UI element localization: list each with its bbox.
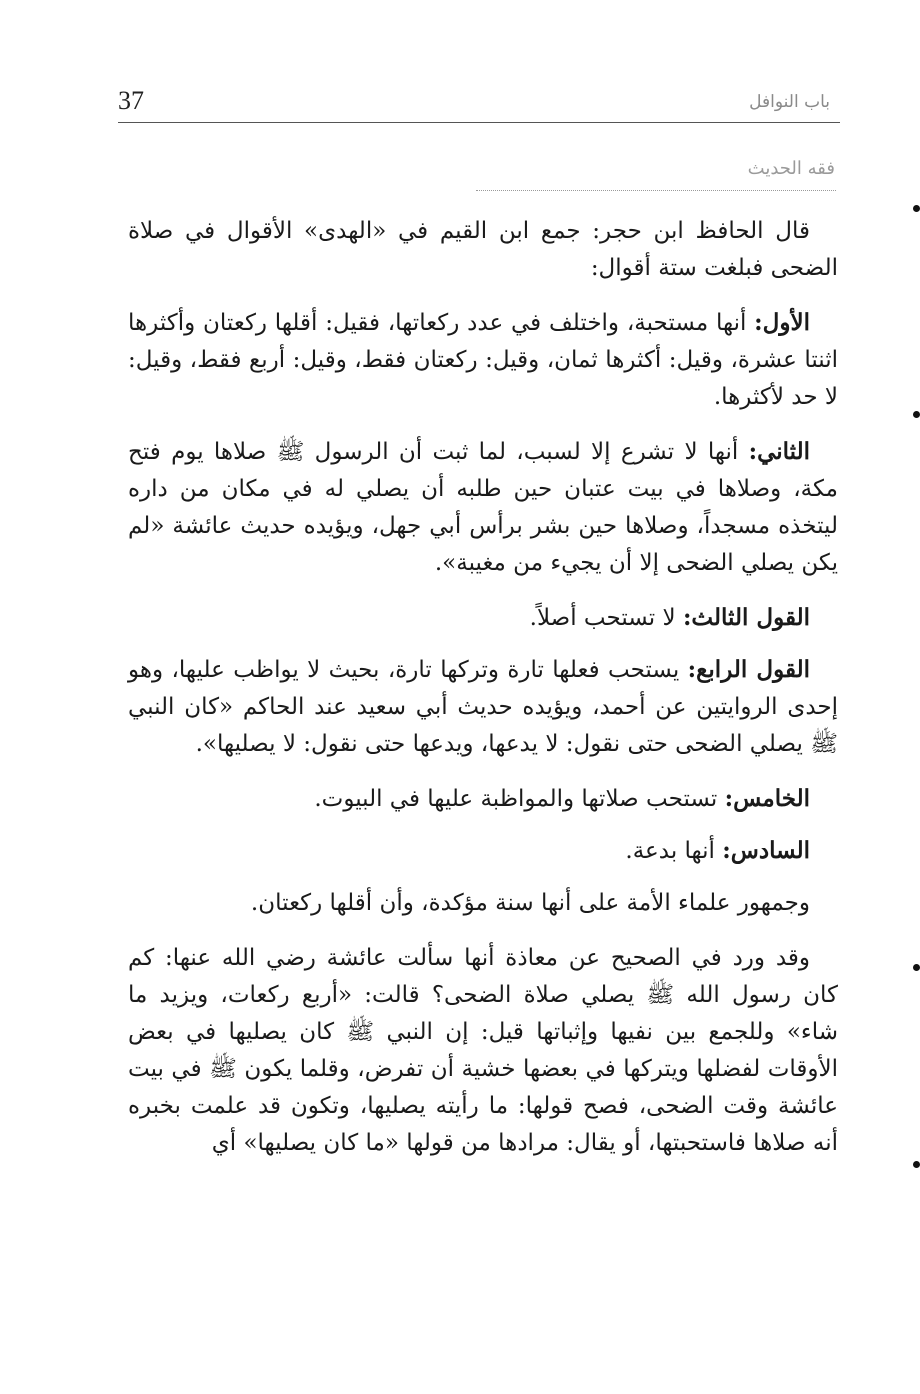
opinion-label: الأول: [754,309,810,336]
body-text [128,212,838,1179]
margin-mark [913,411,920,418]
paragraph-sixth-opinion: السادس: أنها بدعة. [625,837,810,864]
paragraph-reconciliation: وقد ورد في الصحيح عن معاذة أنها سألت عائشة رضي الله عنها: كم كان رسول الله ﷺ يصلي صلاة الضحى؟ قالت: «أربع ركعات، ويزيد ما شاء» وللجمع بين نفيها وإثباتها قيل: إن النبي ﷺ كان يصليها في بعض الأوقات لفضلها ويتركها في بعضها خشية أن تفرض، وقلما يكون ﷺ في بيت عائشة وقت الضحى، فصح قولها: ما رأيته يصليها، وتكون قد علمت بخبره أنه صلاها فاستحبتها، أو يقال: مرادها من قولها «ما كان يصليها» أي [128,945,838,1156]
section-title-underline [476,190,836,191]
paragraph-majority-view: وجمهور علماء الأمة على أنها سنة مؤكدة، وأن أقلها ركعتان. [250,890,810,916]
page-number: 37 [118,86,144,115]
opinion-label: الخامس: [724,785,810,812]
opinion-label: القول الثالث: [682,604,810,631]
section-title: فقه الحديث [747,158,835,179]
paragraph-first-opinion: الأول: أنها مستحبة، واختلف في عدد ركعاتها، فقيل: أقلها ركعتان وأكثرها اثنتا عشرة، وقيل: أكثرها ثمان، وقيل: ركعتان فقط، وقيل: أربع فقط، وقيل: لا حد لأكثرها. [128,309,838,410]
opinion-label: القول الرابع: [687,656,810,683]
running-head: باب النوافل [749,92,830,112]
paragraph-fourth-opinion: القول الرابع: يستحب فعلها تارة وتركها تارة، بحيث لا يواظب عليها، وهو إحدى الروايتين عن أحمد، ويؤيده حديث أبي سعيد عند الحاكم «كان النبي ﷺ يصلي الضحى حتى نقول: لا يدعها، ويدعها حتى نقول: لا يصليها». [128,656,838,757]
paragraph-fifth-opinion: الخامس: تستحب صلاتها والمواظبة عليها في البيوت. [314,785,810,812]
paragraph-intro: قال الحافظ ابن حجر: جمع ابن القيم في «الهدى» الأقوال في صلاة الضحى فبلغت ستة أقوال: [128,218,838,281]
margin-mark [913,964,920,971]
margin-mark [913,1161,920,1168]
paragraph-second-opinion: الثاني: أنها لا تشرع إلا لسبب، لما ثبت أن الرسول ﷺ صلاها يوم فتح مكة، وصلاها في بيت عتبان حين طلبه أن يصلي له في مكان من داره ليتخذه مسجداً، وصلاها حين بشر برأس أبي جهل، ويؤيده حديث عائشة «لم يكن يصلي الضحى إلا أن يجيء من مغيبة». [128,438,838,576]
paragraph-third-opinion: القول الثالث: لا تستحب أصلاً. [529,604,810,631]
header-rule [118,122,840,123]
opinion-label: السادس: [722,837,810,864]
opinion-label: الثاني: [748,438,811,465]
margin-mark [913,205,920,212]
